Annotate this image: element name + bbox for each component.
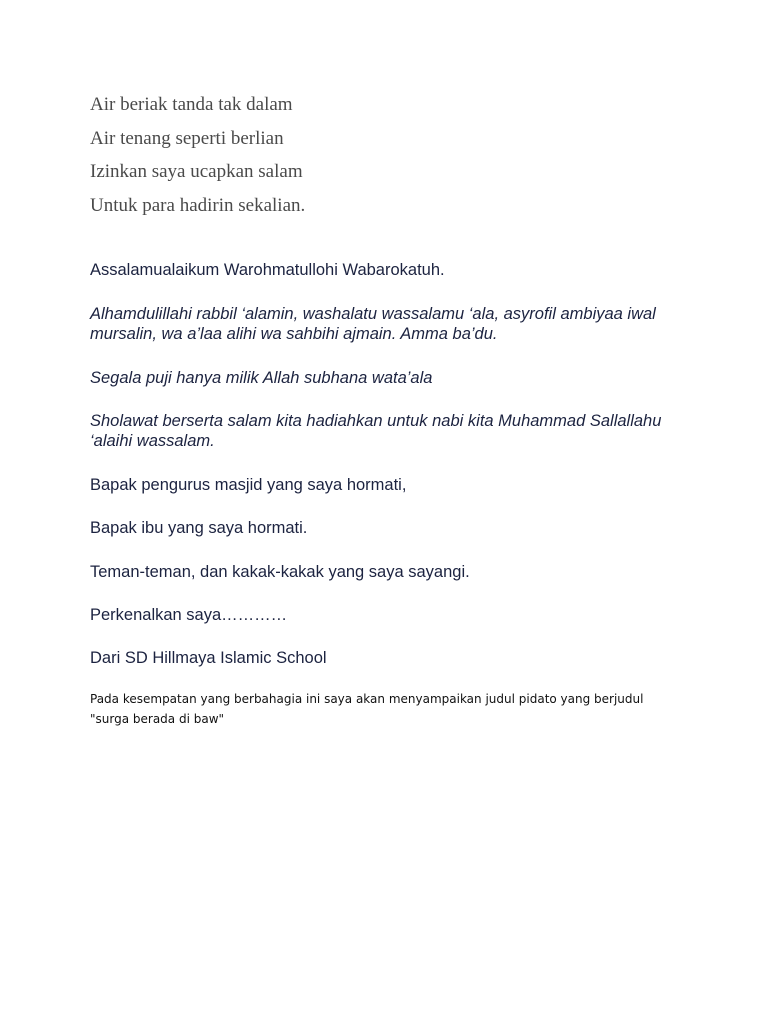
topic-paragraph: Pada kesempatan yang berbahagia ini saya akan menyampaikan judul pidato yang berjudul "surga berada di baw" (90, 692, 644, 726)
poem-line: Izinkan saya ucapkan salam (90, 161, 303, 182)
address-mosque-paragraph: Bapak pengurus masjid yang saya hormati, (90, 476, 407, 494)
poem-line: Air tenang seperti berlian (90, 127, 284, 149)
praise-paragraph: Segala puji hanya milik Allah subhana wata’ala (90, 369, 433, 387)
address-parents-paragraph: Bapak ibu yang saya hormati. (90, 519, 308, 537)
poem-line: Untuk para hadirin sekalian. (90, 194, 306, 216)
greeting-paragraph: Assalamualaikum Warohmatullohi Wabarokatuh. (90, 261, 445, 279)
introduction-paragraph: Perkenalkan saya………… (90, 606, 288, 624)
poem-line: Air beriak tanda tak dalam (90, 94, 293, 115)
opening-arabic-paragraph: Alhamdulillahi rabbil ‘alamin, washalatu wassalamu ‘ala, asyrofil ambiyaa iwal mursalin, wa a’laa alihi wa sahbihi ajmain. Amma ba’du. (90, 305, 656, 343)
school-paragraph: Dari SD Hillmaya Islamic School (90, 649, 327, 667)
address-friends-paragraph: Teman-teman, dan kakak-kakak yang saya sayangi. (90, 563, 470, 581)
opening-poem (90, 92, 305, 226)
sholawat-paragraph: Sholawat berserta salam kita hadiahkan untuk nabi kita Muhammad Sallallahu ‘alaihi wassalam. (90, 412, 662, 450)
